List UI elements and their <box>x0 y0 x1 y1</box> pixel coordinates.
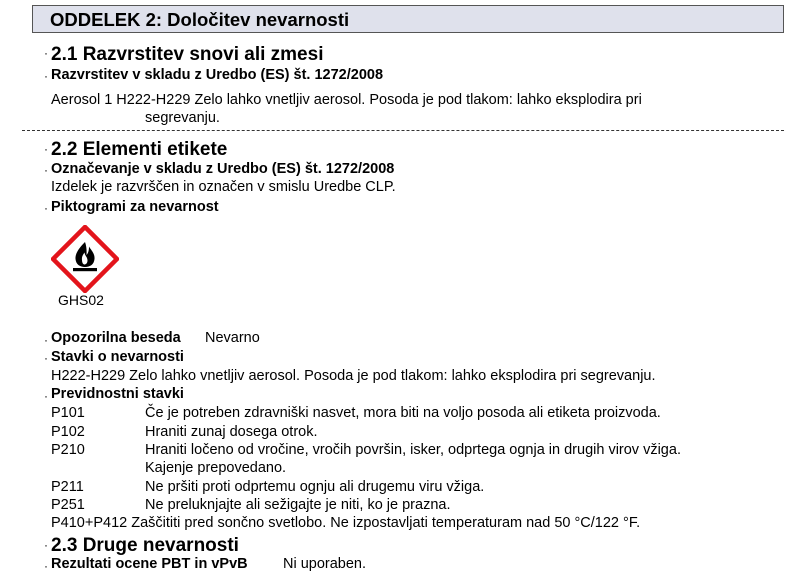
precaution-code: P210 <box>51 442 85 458</box>
section-title: ODDELEK 2: Določitev nevarnosti <box>50 9 350 30</box>
section-header-bar <box>32 5 784 33</box>
bullet: · <box>44 389 48 403</box>
signal-word-value: Nevarno <box>205 330 260 346</box>
bullet: · <box>44 559 48 573</box>
precaution-p410-p412: P410+P412 Zaščititi pred sončno svetlobo. Ne izpostavljati temperaturam nad 50 °C/122 °F. <box>51 515 641 531</box>
pbt-vpvb-value: Ni uporaben. <box>283 556 367 572</box>
bullet: · <box>44 351 48 365</box>
precaution-text: Če je potreben zdravniški nasvet, mora biti na voljo posoda ali etiketa proizvoda. <box>145 405 661 421</box>
precaution-text: Hraniti ločeno od vročine, vročih površin, isker, odprtega ognja in drugih virov vžiga. <box>145 442 681 458</box>
flame-pictogram-icon <box>51 225 119 293</box>
bullet: · <box>44 333 48 347</box>
dashed-divider <box>22 130 784 131</box>
heading-2-3: 2.3 Druge nevarnosti <box>51 535 239 556</box>
pictograms-label: Piktogrami za nevarnost <box>51 199 219 215</box>
bullet: · <box>44 163 48 177</box>
bullet: · <box>44 46 48 60</box>
labelling-text: Izdelek je razvrščen in označen v smislu Uredbe CLP. <box>51 179 396 195</box>
bullet: · <box>44 69 48 83</box>
heading-2-1: 2.1 Razvrstitev snovi ali zmesi <box>51 44 324 65</box>
precaution-code: P102 <box>51 424 85 440</box>
bullet: · <box>44 201 48 215</box>
heading-2-2: 2.2 Elementi etikete <box>51 139 228 160</box>
precaution-code: P251 <box>51 497 85 513</box>
precaution-code: P211 <box>51 479 84 495</box>
classification-line-1: Aerosol 1 H222-H229 Zelo lahko vnetljiv aerosol. Posoda je pod tlakom: lahko eksplodira pri <box>51 92 642 108</box>
precaution-text: Hraniti zunaj dosega otrok. <box>145 424 318 440</box>
pbt-vpvb-label: Rezultati ocene PBT in vPvB <box>51 556 248 572</box>
pictogram-code: GHS02 <box>58 292 104 308</box>
labelling-regulation: Označevanje v skladu z Uredbo (ES) št. 1272/2008 <box>51 161 395 177</box>
precautionary-statements-label: Previdnostni stavki <box>51 386 184 402</box>
signal-word-label: Opozorilna beseda <box>51 330 181 346</box>
hazard-statements-text: H222-H229 Zelo lahko vnetljiv aerosol. Posoda je pod tlakom: lahko eksplodira pri segrevanju. <box>51 368 656 384</box>
precaution-code: P101 <box>51 405 85 421</box>
precaution-text: Ne preluknjajte ali sežigajte je niti, ko je prazna. <box>145 497 451 513</box>
bullet: · <box>44 538 48 552</box>
precaution-text: Ne pršiti proti odprtemu ognju ali drugemu viru vžiga. <box>145 479 485 495</box>
bullet: · <box>44 142 48 156</box>
hazard-statements-label: Stavki o nevarnosti <box>51 349 184 365</box>
precaution-text-continued: Kajenje prepovedano. <box>145 460 287 476</box>
classification-regulation: Razvrstitev v skladu z Uredbo (ES) št. 1272/2008 <box>51 67 384 83</box>
classification-line-2: segrevanju. <box>145 110 220 126</box>
